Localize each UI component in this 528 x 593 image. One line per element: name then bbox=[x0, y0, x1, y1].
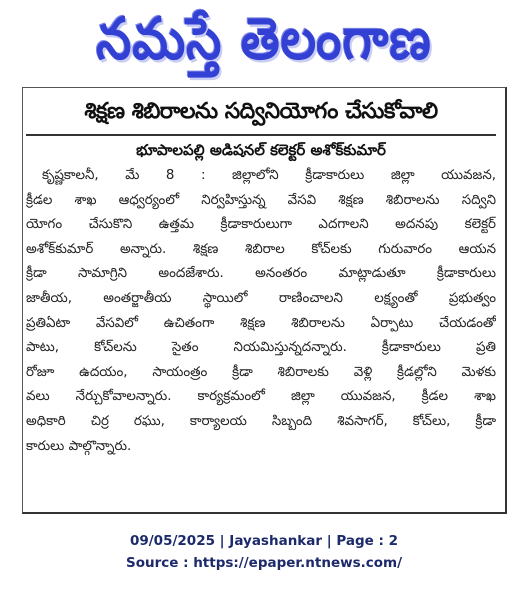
article-body-line: క్రీడా సామాగ్రిని అందజేశారు. అనంతరం మాట్లాడుతూ క్రీడాకారులు bbox=[26, 266, 496, 282]
article-body-line: వలు నేర్చుకోవాలన్నారు. కార్యక్రమంలో జిల్లా యువజన, క్రీడల శాఖ bbox=[26, 389, 496, 405]
article-body-line: జాతీయ, అంతర్జాతీయ స్థాయిలో రాణించాలని లక్ష్యంతో ప్రభుత్వం bbox=[26, 290, 496, 306]
article-body-line: రోజూ ఉదయం, సాయంత్రం క్రీడా శిబిరాలకు వెళ్లి క్రీడల్లోని మెళకు bbox=[26, 364, 496, 380]
article-body-line: ప్రతిఏటా వేసవిలో ఉచితంగా శిక్షణ శిబిరాలను ఏర్పాటు చేయడంతో bbox=[26, 315, 496, 331]
article-body-line: కారులు పాల్గొన్నారు. bbox=[26, 438, 132, 454]
article-body-line: క్రీడల శాఖ ఆధ్వర్యంలో నిర్వహిస్తున్న వేసవి శిక్షణ శిబిరాలను సద్విని bbox=[26, 192, 496, 208]
article-body bbox=[26, 164, 496, 459]
newspaper-logo: నమస్తే తెలంగాణ bbox=[96, 5, 432, 73]
masthead bbox=[0, 0, 528, 84]
article-subheadline: భూపాలపల్లి అడిషనల్ కలెక్టర్ అశోక్‌కుమార్ bbox=[136, 141, 386, 159]
article-body-line: అశోక్‌కుమార్ అన్నారు. శిక్షణ శిబిరాల కోచ్‌లకు గురువారం ఆయన bbox=[26, 241, 496, 257]
article-headline: శిక్షణ శిబిరాలను సద్వినియోగం చేసుకోవాలి bbox=[26, 92, 496, 136]
article-body-line: పాటు, కోచ్‌లను సైతం నియమిస్తున్నదన్నారు. క్రీడాకారులు ప్రతి bbox=[26, 340, 496, 356]
article-body-line: యోగం చేసుకొని ఉత్తమ క్రీడాకారులుగా ఎదగాలని అదనపు కలెక్టర్ bbox=[26, 217, 496, 233]
news-clipping bbox=[26, 92, 496, 459]
article-body-line: అధికారి చిర్ర రఘు, కార్యాలయ సిబ్బంది శివసాగర్, కోచ్‌లు, క్రీడా bbox=[26, 413, 496, 429]
source-url: Source : https://epaper.ntnews.com/ bbox=[125, 555, 403, 571]
article-body-line: కృష్ణకాలనీ, మే 8 : జిల్లాలోని క్రీడాకారులు జిల్లా యువజన, bbox=[42, 168, 496, 183]
source-footer bbox=[0, 530, 528, 574]
publication-info: 09/05/2025 | Jayashankar | Page : 2 bbox=[129, 533, 399, 549]
